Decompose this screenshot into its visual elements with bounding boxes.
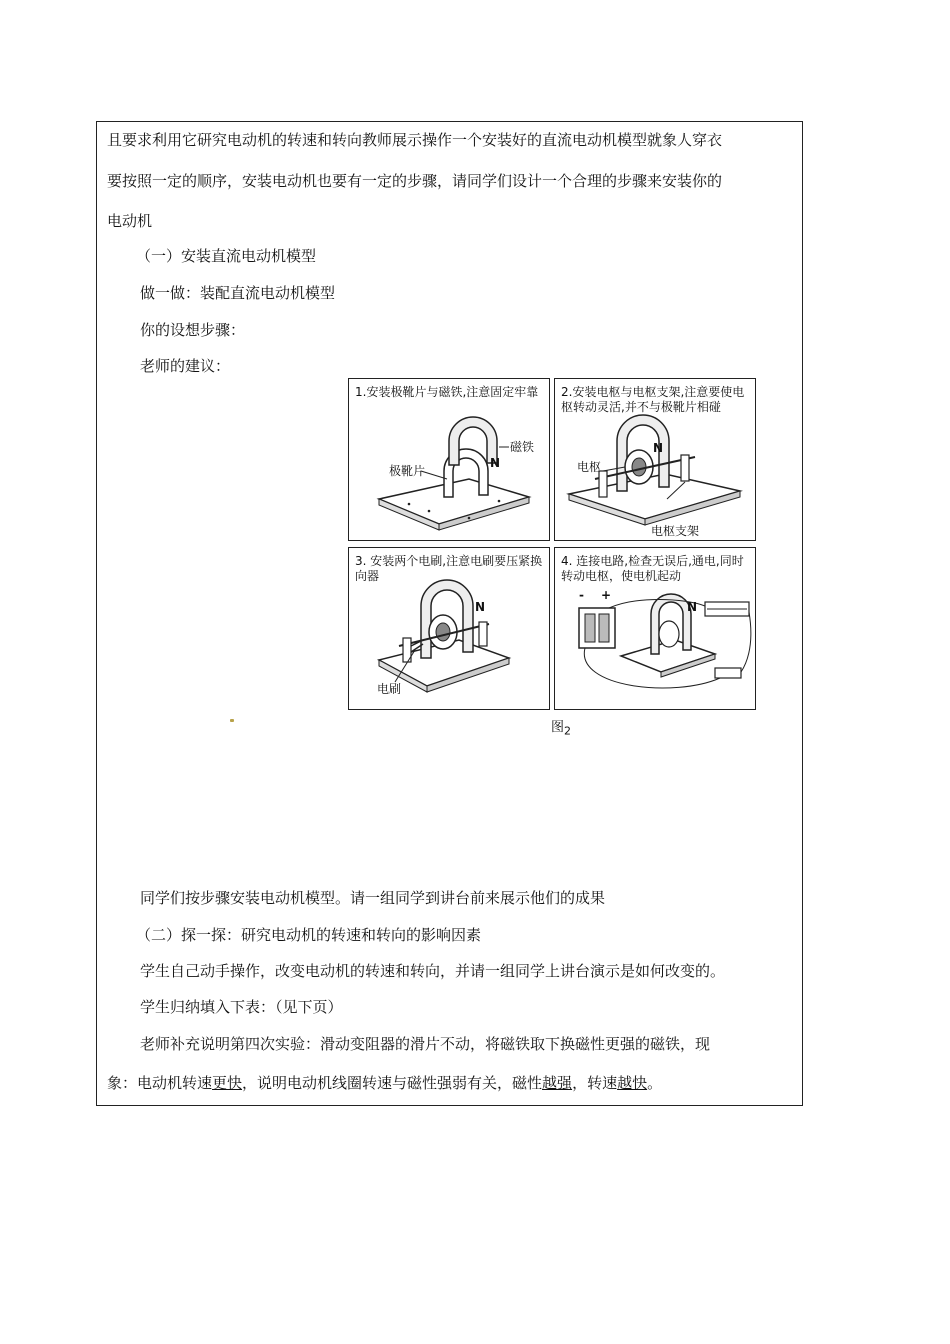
panel-3-label-n: N [475,600,486,614]
panel-2-label-armature: 电枢 [577,460,602,474]
paragraph-line: 且要求利用它研究电动机的转速和转向教师展示操作一个安装好的直流电动机模型就象人穿衣 [107,131,723,149]
paragraph-line: 做一做：装配直流电动机模型 [140,284,336,302]
underlined-answer: 越强 [542,1074,573,1092]
panel-4-title: 4. 连接电路,检查无误后,通电,同时转动电枢，使电机起动 [561,554,744,583]
figure-panel-3 [348,547,550,710]
panel-3-label-brush: 电刷 [377,682,402,696]
panel-2-title: 2.安装电枢与电枢支架,注意要使电枢转动灵活,并不与极靴片相碰 [561,385,745,414]
panel-4-label-minus: - [579,588,584,602]
caption-number: 2 [564,724,572,738]
figure-caption [551,716,571,738]
panel-2-label-n: N [653,441,664,455]
underlined-answer: 越快 [617,1074,648,1092]
text-span: ，说明电动机线圈转速与磁性强弱有关，磁性 [242,1074,543,1092]
section-heading-2: （二）探一探：研究电动机的转速和转向的影响因素 [136,926,482,944]
text-span: ，转速 [572,1074,618,1092]
decorative-dot [230,719,234,722]
paragraph-line: 老师的建议： [140,357,231,375]
panel-1-label-pole-shoe: 极靴片 [389,464,426,478]
text-span: 象：电动机转速 [107,1074,213,1092]
panel-4-label-plus: + [601,588,612,602]
paragraph-line: 电动机 [107,212,153,230]
panel-1-label-magnet: 磁铁 [510,440,535,454]
panel-1-title: 1.安装极靴片与磁铁,注意固定牢靠 [355,385,539,399]
panel-1-drawing [349,379,551,542]
figure-panel-2 [554,378,756,541]
motor-assembly-figure [346,376,776,706]
text-span: 。 [647,1074,663,1092]
paragraph-line: 学生自己动手操作，改变电动机的转速和转向，并请一组同学上讲台演示是如何改变的。 [140,962,726,980]
figure-panel-1 [348,378,550,541]
panel-1-label-n: N [490,456,501,470]
paragraph-line: 老师补充说明第四次实验：滑动变阻器的滑片不动，将磁铁取下换磁性更强的磁铁，现 [140,1035,711,1053]
section-heading-1: （一）安装直流电动机模型 [136,247,317,265]
panel-2-label-armature-bracket: 电枢支架 [651,524,700,538]
paragraph-line: 学生归纳填入下表：（见下页） [140,998,343,1016]
paragraph-line: 同学们按步骤安装电动机模型。请一组同学到讲台前来展示他们的成果 [140,889,606,907]
paragraph-line-conclusion [107,1073,662,1093]
panel-4-label-n: N [687,600,698,614]
underlined-answer: 更快 [212,1074,243,1092]
panel-3-title: 3. 安装两个电刷,注意电刷要压紧换向器 [355,554,543,583]
paragraph-line: 你的设想步骤： [140,321,246,339]
caption-text: 图 [551,720,565,735]
paragraph-line: 要按照一定的顺序，安装电动机也要有一定的步骤，请同学们设计一个合理的步骤来安装你的 [107,172,723,190]
figure-panel-4 [554,547,756,710]
